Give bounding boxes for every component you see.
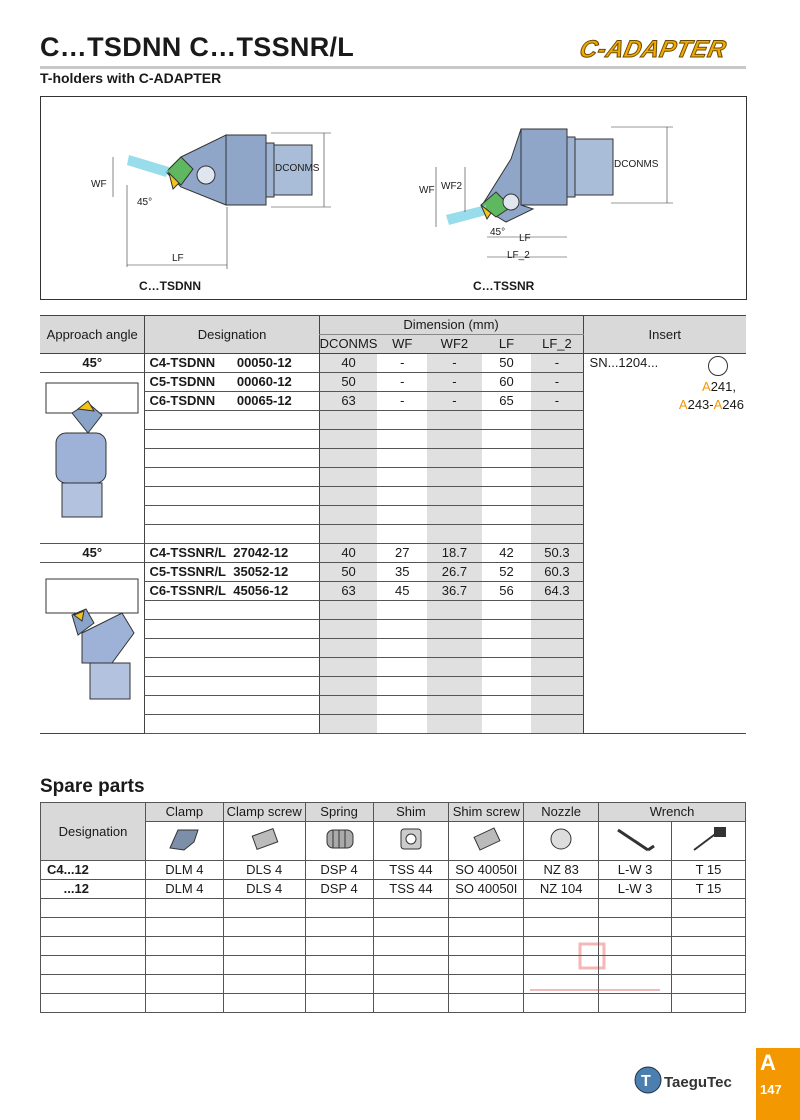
left-dconms-label: DCONMS [275, 163, 320, 174]
cell-wf2: - [427, 354, 482, 373]
spare-header-shim-screw: Shim screw [449, 803, 524, 822]
empty-row [41, 918, 746, 937]
cell-spring: DSP 4 [305, 880, 373, 899]
tsdnn-photo [40, 373, 145, 544]
left-angle-label: 45° [137, 197, 153, 208]
cell-clamp-screw: DLS 4 [223, 861, 305, 880]
cell-wrench-t: T 15 [672, 861, 746, 880]
cell-lf: 56 [482, 582, 532, 601]
cell-clamp: DLM 4 [145, 861, 223, 880]
cell-wf: - [377, 392, 427, 411]
cell-wrench-l: L-W 3 [599, 861, 672, 880]
left-lf-label: LF [172, 253, 184, 264]
cell-lf: 50 [482, 354, 532, 373]
insert-ref-2[interactable]: A243-A246 [678, 397, 744, 412]
cell-shim-screw: SO 40050I [449, 880, 524, 899]
table-row: C6-TSDNN 00065-12 [145, 392, 319, 411]
page-tab [756, 1048, 800, 1120]
cell-wf2: 36.7 [427, 582, 482, 601]
cell-wf: 35 [377, 563, 427, 582]
table-row: C5-TSDNN 00060-12 [145, 373, 319, 392]
spare-header-wrench: Wrench [599, 803, 746, 822]
cell-shim-screw: SO 40050I [449, 861, 524, 880]
insert-cell [583, 354, 746, 734]
insert-code: SN...1204... [589, 355, 659, 370]
spare-header-clamp: Clamp [145, 803, 223, 822]
header-dconms: DCONMS [319, 335, 377, 354]
title-rule [40, 66, 746, 69]
cell-wf: - [377, 373, 427, 392]
cell-lf: 52 [482, 563, 532, 582]
right-wf2-label: WF2 [441, 181, 463, 192]
cell-shim: TSS 44 [373, 861, 449, 880]
cell-wf: 45 [377, 582, 427, 601]
section1-angle: 45° [40, 354, 145, 373]
svg-text:T: T [641, 1073, 651, 1090]
cell-lf2: 60.3 [531, 563, 583, 582]
l-wrench-icon [599, 822, 672, 861]
page-title: C…TSDNN C…TSSNR/L [40, 32, 355, 62]
spare-parts-title: Spare parts [40, 776, 145, 797]
cell-lf: 42 [482, 544, 532, 563]
spare-row-designation: C4...12 [41, 861, 146, 880]
table-row: C4-TSSNR/L 27042-12 [145, 544, 319, 563]
cell-lf2: - [531, 354, 583, 373]
right-angle-label: 45° [490, 227, 506, 238]
cell-wf2: 18.7 [427, 544, 482, 563]
cell-nozzle: NZ 104 [524, 880, 599, 899]
header-lf: LF [482, 335, 532, 354]
cell-dconms: 63 [319, 392, 377, 411]
cell-wf2: - [427, 392, 482, 411]
insert-ref-1[interactable]: A241, [702, 379, 736, 394]
clamp-screw-icon [223, 822, 305, 861]
tssnr-photo [40, 563, 145, 734]
cell-spring: DSP 4 [305, 861, 373, 880]
taegutec-emblem-icon [634, 1066, 662, 1094]
cell-dconms: 50 [319, 373, 377, 392]
header-approach-angle: Approach angle [40, 316, 145, 354]
spare-header-clamp-screw: Clamp screw [223, 803, 305, 822]
header-designation: Designation [145, 316, 319, 354]
header-lf2: LF_2 [531, 335, 583, 354]
left-caption: C…TSDNN [139, 279, 201, 293]
magnifier-icon [708, 356, 728, 376]
right-caption: C…TSSNR [473, 279, 535, 293]
c-adapter-logo [568, 34, 746, 66]
right-wf-label: WF [419, 185, 435, 196]
table-row: C4-TSDNN 00050-12 [145, 354, 319, 373]
cell-clamp-screw: DLS 4 [223, 880, 305, 899]
spare-row-designation: ...12 [41, 880, 146, 899]
section-letter: A [760, 1050, 776, 1075]
cell-lf: 60 [482, 373, 532, 392]
header-dimension: Dimension (mm) [319, 316, 583, 335]
header-wf: WF [377, 335, 427, 354]
header-wf2: WF2 [427, 335, 482, 354]
cell-wf: - [377, 354, 427, 373]
cell-wrench-t: T 15 [672, 880, 746, 899]
watermark-logo [520, 940, 670, 1010]
logo-text: C-ADAPTER [577, 36, 729, 63]
cell-lf: 65 [482, 392, 532, 411]
spare-header-nozzle: Nozzle [524, 803, 599, 822]
cell-clamp: DLM 4 [145, 880, 223, 899]
cell-dconms: 40 [319, 544, 377, 563]
cell-lf2: 50.3 [531, 544, 583, 563]
shim-icon [373, 822, 449, 861]
table-row [41, 880, 746, 899]
cell-wrench-l: L-W 3 [599, 880, 672, 899]
cell-lf2: - [531, 392, 583, 411]
empty-row [41, 899, 746, 918]
right-lf-label: LF [519, 233, 531, 244]
cell-dconms: 50 [319, 563, 377, 582]
page-number: 147 [760, 1082, 782, 1097]
brand-name: TaeguTec [664, 1074, 732, 1091]
cell-dconms: 63 [319, 582, 377, 601]
cell-lf2: 64.3 [531, 582, 583, 601]
right-dconms-label: DCONMS [614, 159, 659, 170]
cell-lf2: - [531, 373, 583, 392]
table-row [41, 861, 746, 880]
clamp-icon [145, 822, 223, 861]
t-wrench-icon [672, 822, 746, 861]
cell-wf: 27 [377, 544, 427, 563]
tool-diagram [40, 96, 747, 300]
holder-spec-table [40, 315, 746, 734]
taegutec-logo [634, 1066, 732, 1099]
spare-header-spring: Spring [305, 803, 373, 822]
shim-screw-icon [449, 822, 524, 861]
page-subtitle: T-holders with C-ADAPTER [40, 70, 222, 86]
spring-icon [305, 822, 373, 861]
section2-angle: 45° [40, 544, 145, 563]
table-row: C5-TSSNR/L 35052-12 [145, 563, 319, 582]
cell-wf2: - [427, 373, 482, 392]
left-wf-label: WF [91, 179, 107, 190]
nozzle-icon [524, 822, 599, 861]
spare-header-shim: Shim [373, 803, 449, 822]
cell-wf2: 26.7 [427, 563, 482, 582]
spare-header-designation: Designation [41, 803, 146, 861]
cell-nozzle: NZ 83 [524, 861, 599, 880]
header-insert: Insert [583, 316, 746, 354]
cell-shim: TSS 44 [373, 880, 449, 899]
tssnr-drawing [436, 127, 673, 257]
right-lf2-label: LF_2 [507, 250, 530, 261]
cell-dconms: 40 [319, 354, 377, 373]
table-row: C6-TSSNR/L 45056-12 [145, 582, 319, 601]
